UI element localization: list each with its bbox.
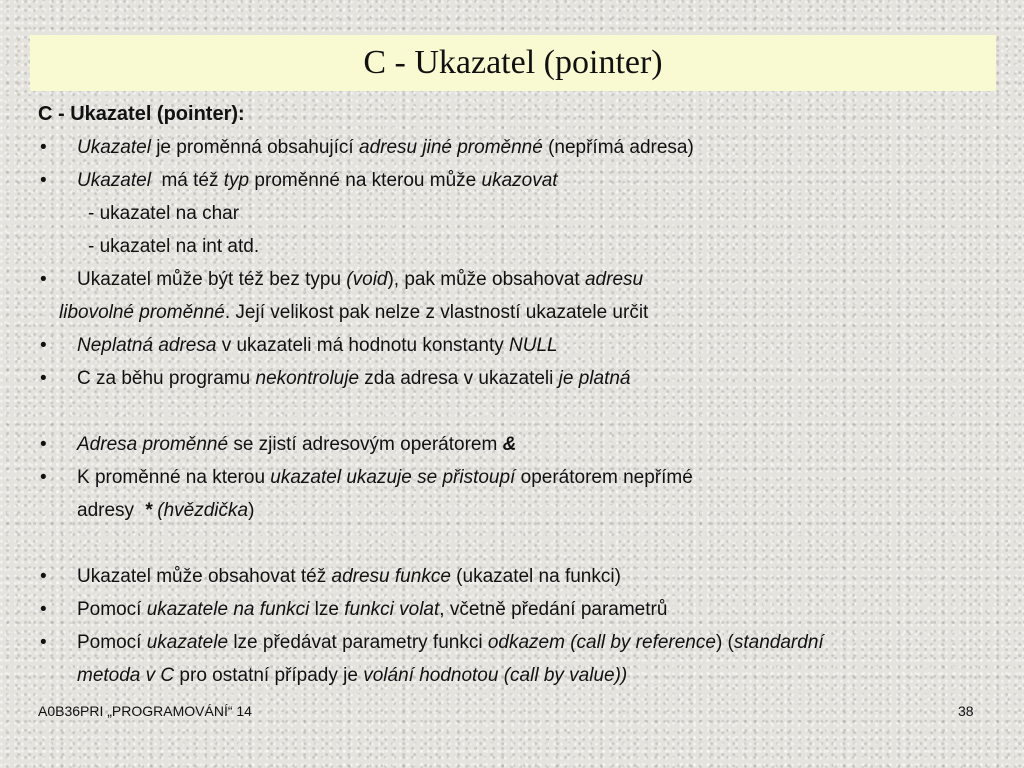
text-run: volání hodnotou (call by value)) — [363, 665, 628, 686]
footer-course-label: A0B36PRI „PROGRAMOVÁNÍ“ 14 — [38, 703, 252, 719]
bullet-line — [38, 428, 998, 461]
sub-line — [38, 197, 998, 230]
text-run: operátorem nepřímé — [515, 467, 693, 488]
wrapped-line — [38, 659, 998, 692]
bullet-marker: • — [40, 368, 47, 389]
bullet-marker: • — [40, 137, 47, 158]
text-run: adresu — [584, 269, 644, 290]
text-run: adresu funkce — [331, 566, 451, 587]
wrapped-line — [38, 494, 998, 527]
bullet-line — [38, 461, 998, 494]
text-run: Pomocí — [77, 599, 147, 620]
text-run: ukazatele — [146, 632, 229, 653]
sub-line — [38, 230, 998, 263]
bullet-marker: • — [40, 434, 47, 455]
spacer — [38, 527, 998, 560]
text-run: v ukazateli má hodnotu konstanty — [216, 335, 509, 356]
text-run: zda adresa v ukazateli — [359, 368, 559, 389]
text-run: (hvězdička — [152, 500, 249, 521]
text-run: libovolné proměnné — [59, 302, 225, 323]
text-run: K proměnné na kterou — [77, 467, 271, 488]
continuation-line — [38, 296, 998, 329]
text-run: je platná — [558, 368, 631, 389]
bullet-marker: • — [40, 170, 47, 191]
text-run: * — [144, 500, 152, 521]
text-run: pro ostatní případy je — [174, 665, 364, 686]
text-run: je proměnná obsahující — [150, 137, 359, 158]
content-heading: C - Ukazatel (pointer): — [38, 103, 245, 125]
text-run: Pomocí — [77, 632, 147, 653]
text-run: má též — [150, 170, 224, 191]
slide-title-box — [30, 35, 996, 91]
text-run: C za běhu programu — [77, 368, 256, 389]
text-run: adresu jiné proměnné — [359, 137, 543, 158]
bullet-line — [38, 329, 998, 362]
text-run: ) ( — [715, 632, 734, 653]
slide-title: C - Ukazatel (pointer) — [363, 44, 663, 81]
text-run: (void — [346, 269, 388, 290]
text-run: metoda v C — [77, 665, 175, 686]
text-run: Adresa proměnné — [77, 434, 229, 455]
bullet-marker: • — [40, 632, 47, 653]
bullet-line — [38, 560, 998, 593]
text-run: & — [502, 434, 517, 455]
text-run: ukazatele na funkci — [146, 599, 310, 620]
text-run: ), pak může obsahovat — [387, 269, 585, 290]
text-run: , včetně předání parametrů — [439, 599, 668, 620]
text-run: NULL — [509, 335, 558, 356]
text-run: lze předávat parametry funkci — [228, 632, 488, 653]
text-run: Ukazatel — [77, 137, 151, 158]
text-run: funkci volat — [344, 599, 440, 620]
text-run: ukazatel ukazuje se přistoupí — [270, 467, 516, 488]
slide-content — [38, 97, 998, 692]
bullet-line — [38, 362, 998, 395]
text-run: Ukazatel — [77, 170, 151, 191]
bullet-line — [38, 131, 998, 164]
bullet-marker: • — [40, 335, 47, 356]
text-run: standardní — [733, 632, 824, 653]
spacer — [38, 395, 998, 428]
sub-item-text: - ukazatel na char — [88, 203, 240, 224]
text-run: . Její velikost pak nelze z vlastností ukazatele určit — [224, 302, 649, 323]
bullet-marker: • — [40, 599, 47, 620]
bullet-line — [38, 263, 998, 296]
text-run: (ukazatel na funkci) — [450, 566, 621, 587]
text-run: nekontroluje — [255, 368, 360, 389]
text-run: ukazovat — [481, 170, 558, 191]
bullet-line — [38, 626, 998, 659]
bullet-line — [38, 164, 998, 197]
text-run: (nepřímá adresa) — [542, 137, 694, 158]
sub-item-text: - ukazatel na int atd. — [88, 236, 260, 257]
bullet-marker: • — [40, 566, 47, 587]
footer-page-number: 38 — [958, 703, 974, 719]
text-run: typ — [223, 170, 250, 191]
text-run: Ukazatel může být též bez typu — [77, 269, 347, 290]
text-run: proměnné na kterou může — [249, 170, 482, 191]
bullet-line — [38, 593, 998, 626]
text-run: adresy — [77, 500, 145, 521]
text-run: Neplatná adresa — [77, 335, 217, 356]
text-run: odkazem (call by reference — [487, 632, 716, 653]
bullet-marker: • — [40, 467, 47, 488]
text-run: Ukazatel může obsahovat též — [77, 566, 332, 587]
text-run: ) — [248, 500, 255, 521]
bullet-marker: • — [40, 269, 47, 290]
text-run: se zjistí adresovým operátorem — [228, 434, 503, 455]
text-run: lze — [309, 599, 345, 620]
